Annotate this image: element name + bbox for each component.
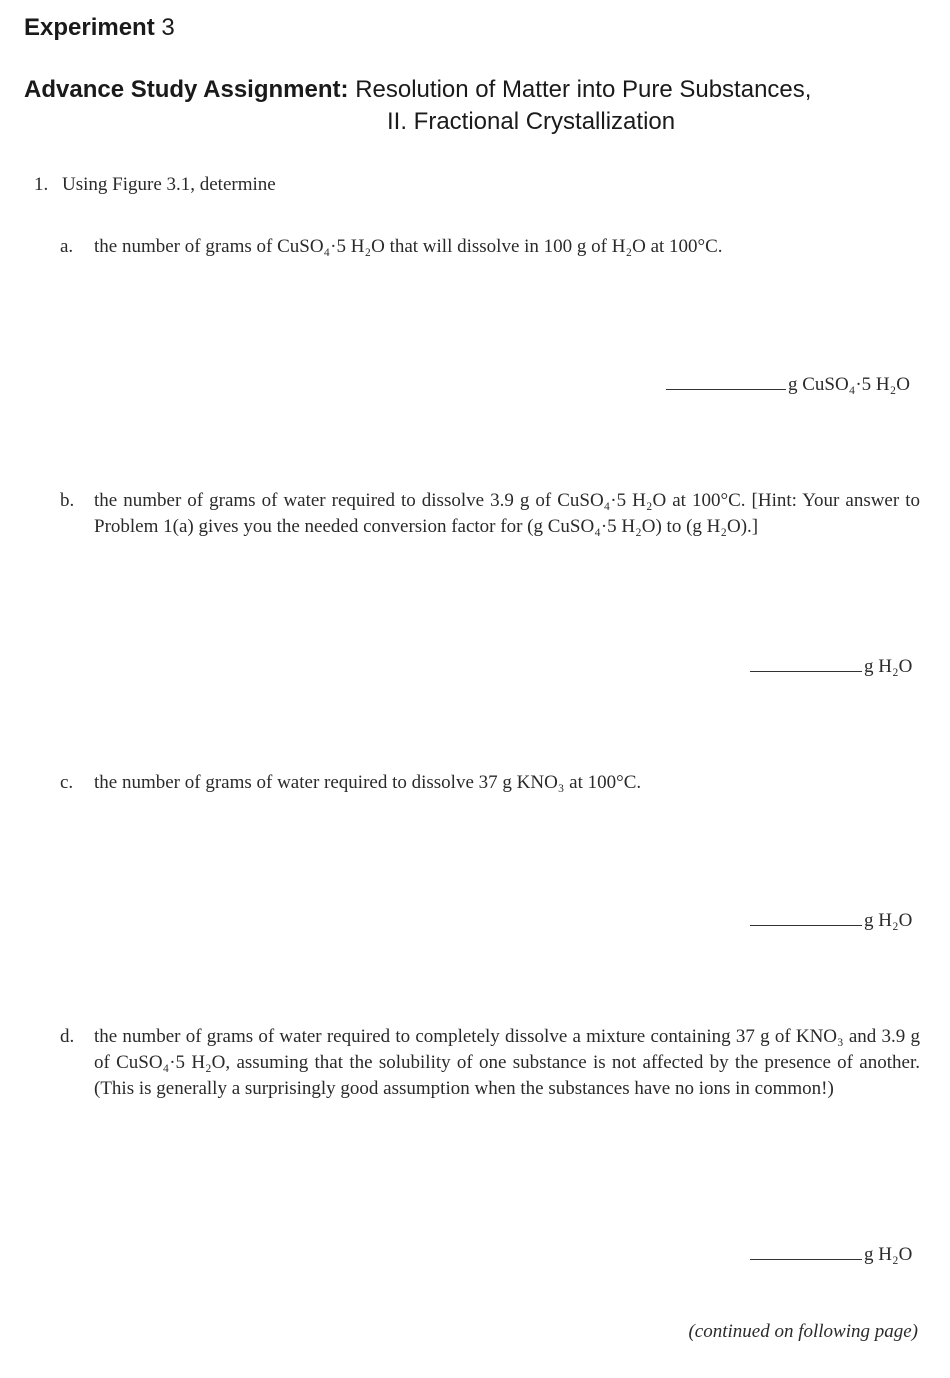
assignment-title-line2: II. Fractional Crystallization bbox=[387, 108, 676, 135]
question-number: 1. bbox=[34, 174, 49, 195]
assignment-heading bbox=[24, 76, 811, 104]
part-c-text: the number of grams of water required to dissolve 37 g KNO₃ at 100°C. bbox=[94, 772, 642, 793]
part-c-label: c. bbox=[60, 772, 74, 793]
part-b bbox=[60, 488, 920, 540]
answer-a bbox=[666, 374, 910, 396]
part-c bbox=[60, 770, 920, 796]
part-b-label: b. bbox=[60, 490, 75, 511]
answer-d-blank[interactable] bbox=[750, 1258, 862, 1260]
question-prompt: Using Figure 3.1, determine bbox=[62, 174, 276, 195]
answer-c-unit: g H₂O bbox=[864, 910, 913, 931]
assignment-title-line1: Resolution of Matter into Pure Substances, bbox=[355, 76, 812, 103]
assignment-label: Advance Study Assignment: bbox=[24, 76, 349, 103]
answer-b-blank[interactable] bbox=[750, 670, 862, 672]
part-a-label: a. bbox=[60, 236, 74, 257]
part-d-text: the number of grams of water required to completely dissolve a mixture containing 37 g of KNO₃ and 3.9 g of CuSO₄·5 H₂O, assuming that the solubility of one substance is not affected by the presence of another. (This is generally a surprisingly good assumption when the substances have no ions in common!) bbox=[94, 1026, 920, 1099]
answer-b bbox=[750, 656, 912, 678]
part-a bbox=[60, 234, 920, 260]
answer-c bbox=[750, 910, 912, 932]
part-a-text: the number of grams of CuSO₄·5 H₂O that will dissolve in 100 g of H₂O at 100°C. bbox=[94, 236, 723, 257]
continued-note: (continued on following page) bbox=[688, 1321, 918, 1342]
answer-d-unit: g H₂O bbox=[864, 1244, 913, 1265]
answer-c-blank[interactable] bbox=[750, 924, 862, 926]
answer-a-unit: g CuSO₄·5 H₂O bbox=[788, 374, 910, 395]
part-b-text: the number of grams of water required to dissolve 3.9 g of CuSO₄·5 H₂O at 100°C. [Hint: Your answer to Problem 1(a) gives you the needed conversion factor for (g CuSO₄·5 H₂O) to (g H₂O).] bbox=[94, 490, 920, 537]
answer-b-unit: g H₂O bbox=[864, 656, 913, 677]
answer-a-blank[interactable] bbox=[666, 388, 786, 390]
answer-d bbox=[750, 1244, 912, 1266]
experiment-number: 3 bbox=[161, 14, 175, 41]
experiment-title bbox=[24, 14, 175, 42]
part-d bbox=[60, 1024, 920, 1102]
part-d-label: d. bbox=[60, 1026, 75, 1047]
experiment-label: Experiment bbox=[24, 14, 155, 41]
